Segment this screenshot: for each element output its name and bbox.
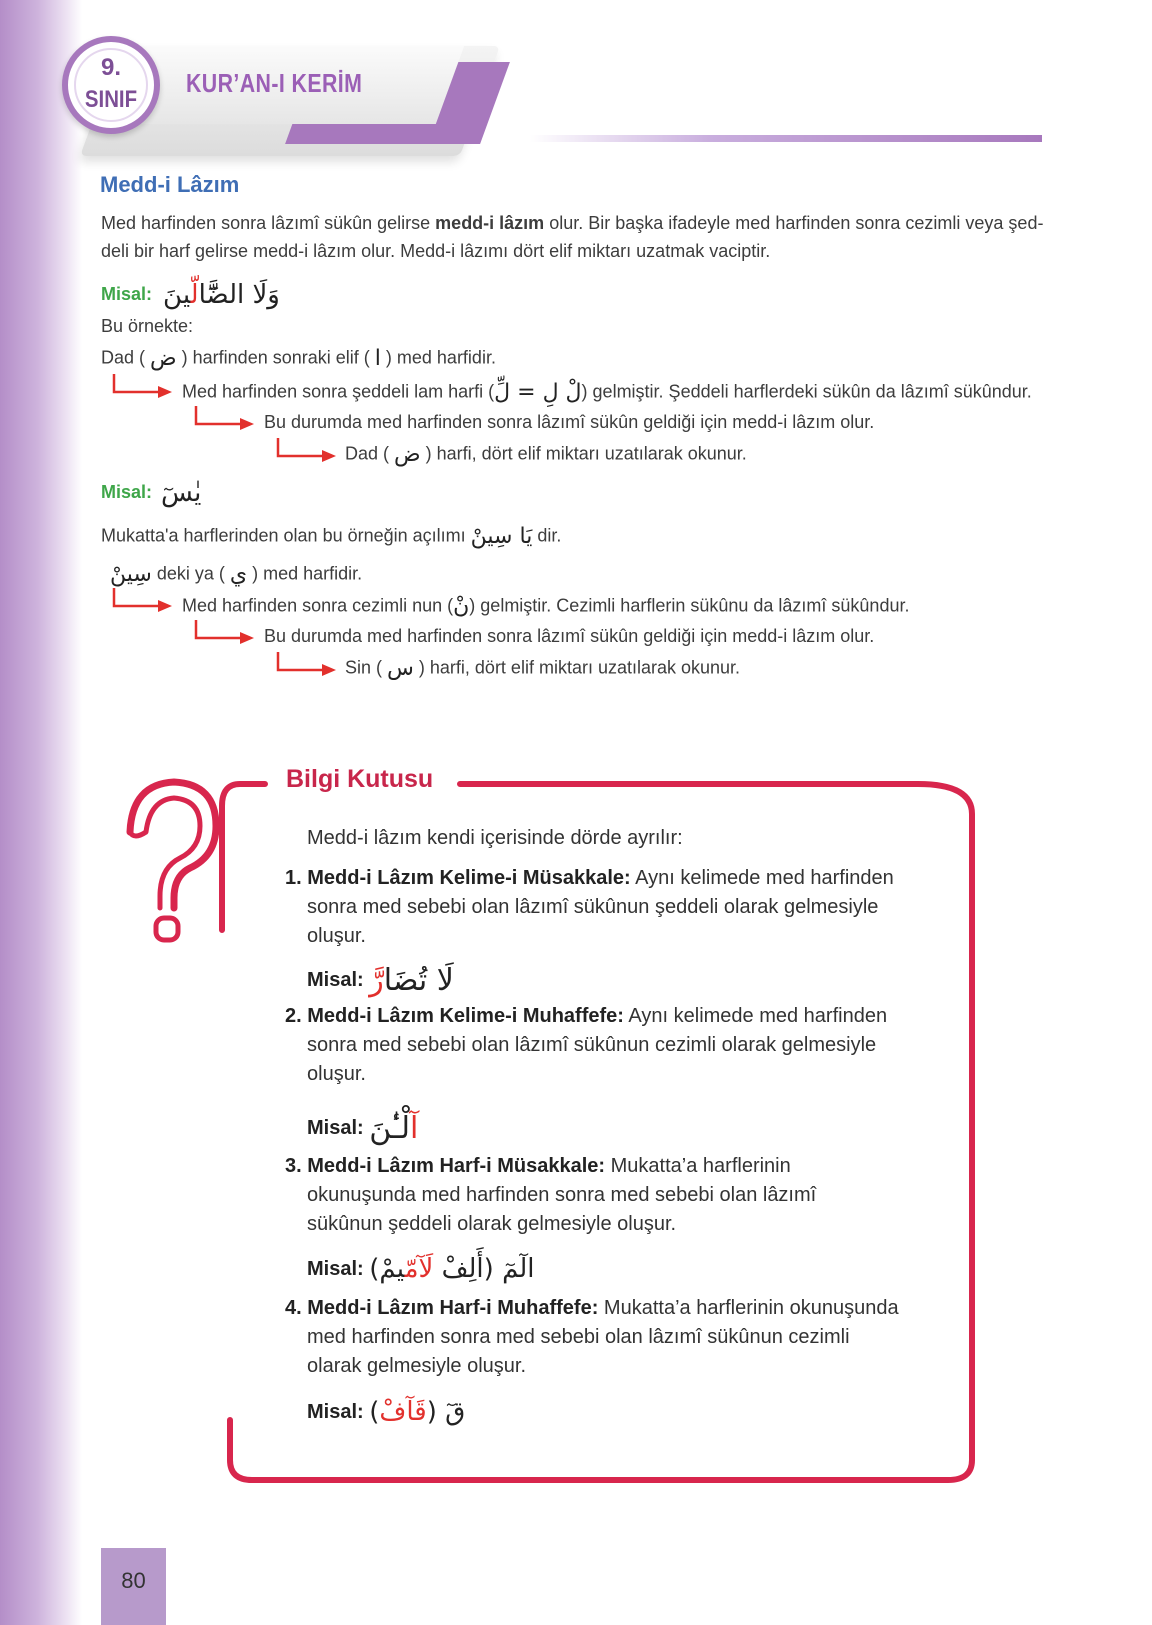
arrow-icon [276, 650, 338, 682]
info-item-2-line3: oluşur. [307, 1063, 366, 1085]
example1-arabic: وَلَا الضَّٓالّينَ [163, 280, 280, 310]
info-item-3-line3: sükûnun şeddeli olarak gelmesiyle oluşur. [307, 1213, 677, 1235]
info-item-2-line1: 2. Medd-i Lâzım Kelime-i Muhaffefe: Aynı kelimede med harfinden [285, 1005, 888, 1027]
grade-number: 9. [100, 54, 121, 81]
side-band [0, 0, 82, 1625]
info-item-1-misal: Misal: لَا تُضَارَّ [307, 963, 454, 999]
page-number-box [101, 1548, 166, 1625]
intro-line-1: Med harfinden sonra lâzımî sükûn gelirse medd-i lâzım olur. Bir başka ifadeyle med harfinden sonra cezimli veya şed- [101, 213, 1044, 233]
info-item-4-line2: med harfinden sonra med sebebi olan lâzımî sükûnun cezimli [307, 1326, 850, 1348]
grade-label: SINIF [84, 86, 138, 113]
example1-step3: Dad ( ض ) harfi, dört elif miktarı uzatılarak okunur. [345, 442, 747, 467]
info-item-2-line2: sonra med sebebi olan lâzımî sükûnun cezimli olarak gelmesiyle [307, 1034, 877, 1056]
header-rule [530, 135, 1042, 142]
info-item-4-misal: Misal: قٓ (قَآفْ) [307, 1397, 466, 1428]
info-item-1-line1: 1. Medd-i Lâzım Kelime-i Müsakkale: Aynı kelimede med harfinden [285, 867, 894, 889]
arrow-icon [112, 586, 174, 618]
example2-arabic: يٰسٓ [161, 478, 202, 508]
misal-label: Misal: [101, 481, 153, 502]
info-box-title: Bilgi Kutusu [282, 765, 443, 794]
grade-badge [62, 36, 160, 134]
info-box-intro: Medd-i lâzım kendi içerisinde dörde ayrılır: [307, 827, 683, 849]
example1-row [101, 280, 280, 310]
section-title: Medd-i Lâzım [100, 172, 240, 197]
info-item-4-line1: 4. Medd-i Lâzım Harf-i Muhaffefe: Mukatta’a harflerinin okunuşunda [285, 1297, 899, 1319]
misal-label: Misal: [101, 283, 153, 304]
arrow-icon [276, 436, 338, 468]
info-item-3-misal: Misal: الٓمٓ (أَلِفْ لَآمّيمْ) [307, 1254, 535, 1285]
info-item-4-line3: olarak gelmesiyle oluşur. [307, 1355, 526, 1377]
arrow-icon [194, 404, 256, 436]
intro-line-2: deli bir harf gelirse medd-i lâzım olur. Medd-i lâzımı dört elif miktarı uzatmak vaciptir. [101, 241, 771, 261]
info-item-1-line3: oluşur. [307, 925, 366, 947]
example2-step2: Bu durumda med harfinden sonra lâzımî sükûn geldiği için medd-i lâzım olur. [264, 626, 875, 646]
example1-step1: Med harfinden sonra şeddeli lam harfi (لْ لِ = لِّ) gelmiştir. Şeddeli harflerdeki sükûn da lâzımî sükûndur. [182, 380, 1032, 405]
example2-step3: Sin ( س ) harfi, dört elif miktarı uzatılarak okunur. [345, 656, 741, 681]
example1-intro: Bu örnekte: [101, 316, 194, 336]
example1-dad-line: Dad ( ض ) harfinden sonraki elif ( ا ) med harfidir. [101, 346, 496, 371]
course-title: KUR’AN-I KERİM [186, 68, 363, 98]
info-item-2-misal: Misal: آلْـٰٔنَ [307, 1111, 419, 1147]
page-number: 80 [121, 1568, 146, 1593]
arrow-icon [112, 372, 174, 404]
example1-step2: Bu durumda med harfinden sonra lâzımî sükûn geldiği için medd-i lâzım olur. [264, 412, 875, 432]
example2-line2: سِينْ deki ya ( ي ) med harfidir. [110, 562, 363, 587]
info-item-3-line1: 3. Medd-i Lâzım Harf-i Müsakkale: Mukatta’a harflerinin [285, 1155, 791, 1177]
example2-row [101, 478, 201, 508]
example2-line1: Mukatta'a harflerinden olan bu örneğin açılımı يَا سِينْ dir. [101, 524, 562, 549]
arrow-icon [194, 618, 256, 650]
info-item-3-line2: okunuşunda med harfinden sonra med sebebi olan lâzımî [307, 1184, 817, 1206]
example2-step1: Med harfinden sonra cezimli nun (نْ) gelmiştir. Cezimli harflerin sükûnu da lâzımî sükûndur. [182, 594, 910, 619]
info-item-1-line2: sonra med sebebi olan lâzımî sükûnun şeddeli olarak gelmesiyle [307, 896, 879, 918]
